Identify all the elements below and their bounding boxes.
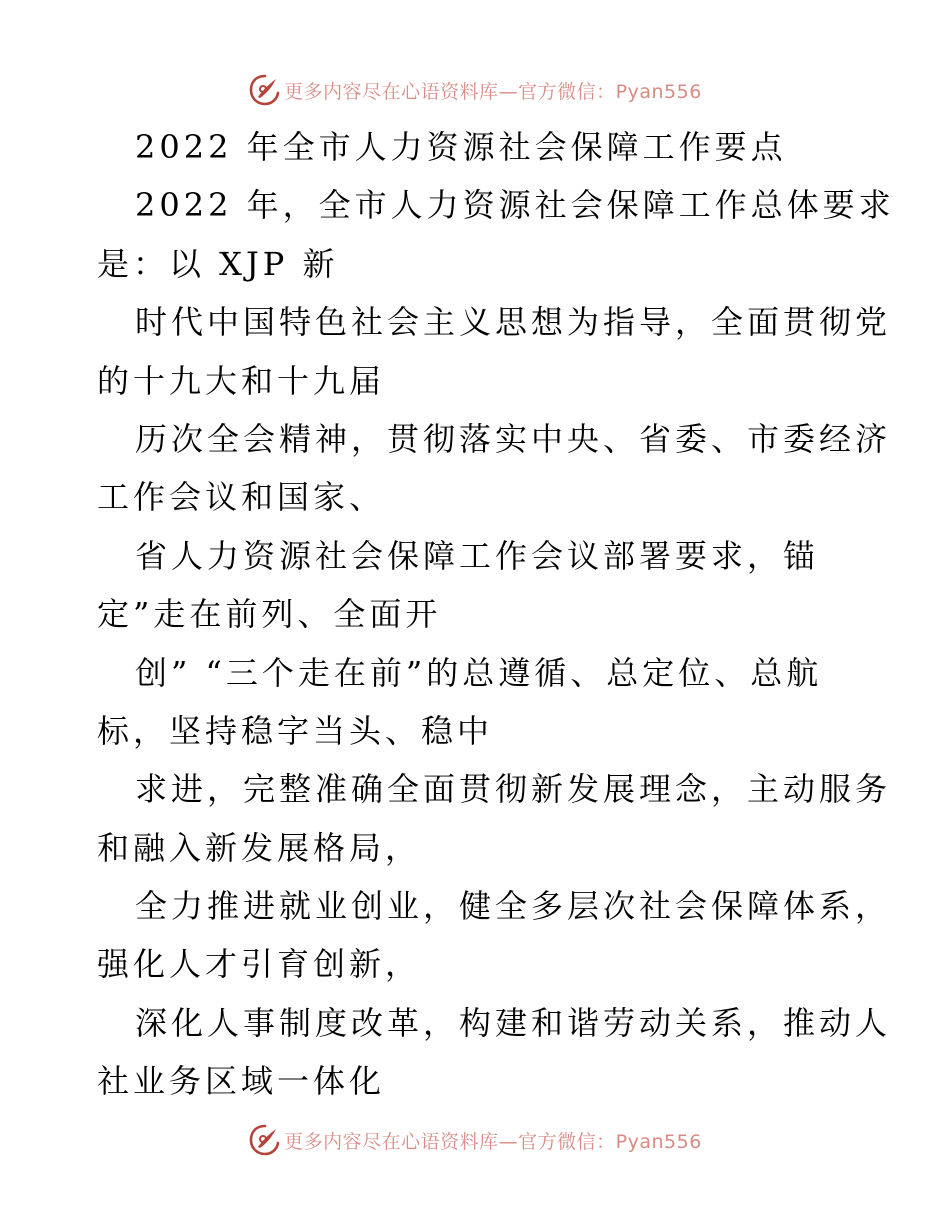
paragraph-line: 的十九大和十九届 xyxy=(97,361,386,400)
watermark-banner-bottom xyxy=(0,1120,950,1160)
paragraph-line: 和融入新发展格局， xyxy=(97,828,422,867)
document-title: 2022 年全市人力资源社会保障工作要点 xyxy=(135,128,787,166)
paragraph-line: 创” “三个走在前”的总遵循、总定位、总航 xyxy=(135,653,823,692)
paragraph-line: 求进，完整准确全面贯彻新发展理念，主动服务 xyxy=(135,770,892,809)
paragraph-line: 标，坚持稳字当头、稳中 xyxy=(97,711,494,750)
quill-swirl-logo-icon xyxy=(248,73,282,107)
paragraph-line: 时代中国特色社会主义思想为指导，全面贯彻党 xyxy=(135,303,892,342)
paragraph-line: 全力推进就业创业，健全多层次社会保障体系， xyxy=(135,887,892,926)
paragraph-line: 2022 年，全市人力资源社会保障工作总体要求 xyxy=(135,186,895,225)
paragraph-line: 社业务区域一体化 xyxy=(97,1062,386,1101)
paragraph-line: 深化人事制度改革，构建和谐劳动关系，推动人 xyxy=(135,1003,892,1042)
paragraph-line: 是：以 XJP 新 xyxy=(97,244,339,283)
paragraph-line: 省人力资源社会保障工作会议部署要求，锚 xyxy=(135,536,820,575)
paragraph-line: 工作会议和国家、 xyxy=(97,478,386,517)
watermark-text: 更多内容尽在心语资料库—官方微信：Pyan556 xyxy=(284,80,702,103)
watermark-banner-top xyxy=(0,70,950,110)
paragraph-line: 历次全会精神，贯彻落实中央、省委、市委经济 xyxy=(135,419,892,458)
quill-swirl-logo-icon xyxy=(248,1123,282,1157)
paragraph-line: 定”走在前列、全面开 xyxy=(97,595,442,634)
watermark-text: 更多内容尽在心语资料库—官方微信：Pyan556 xyxy=(284,1130,702,1153)
document-body xyxy=(97,118,895,1111)
paragraph-line: 强化人才引育创新， xyxy=(97,945,422,984)
